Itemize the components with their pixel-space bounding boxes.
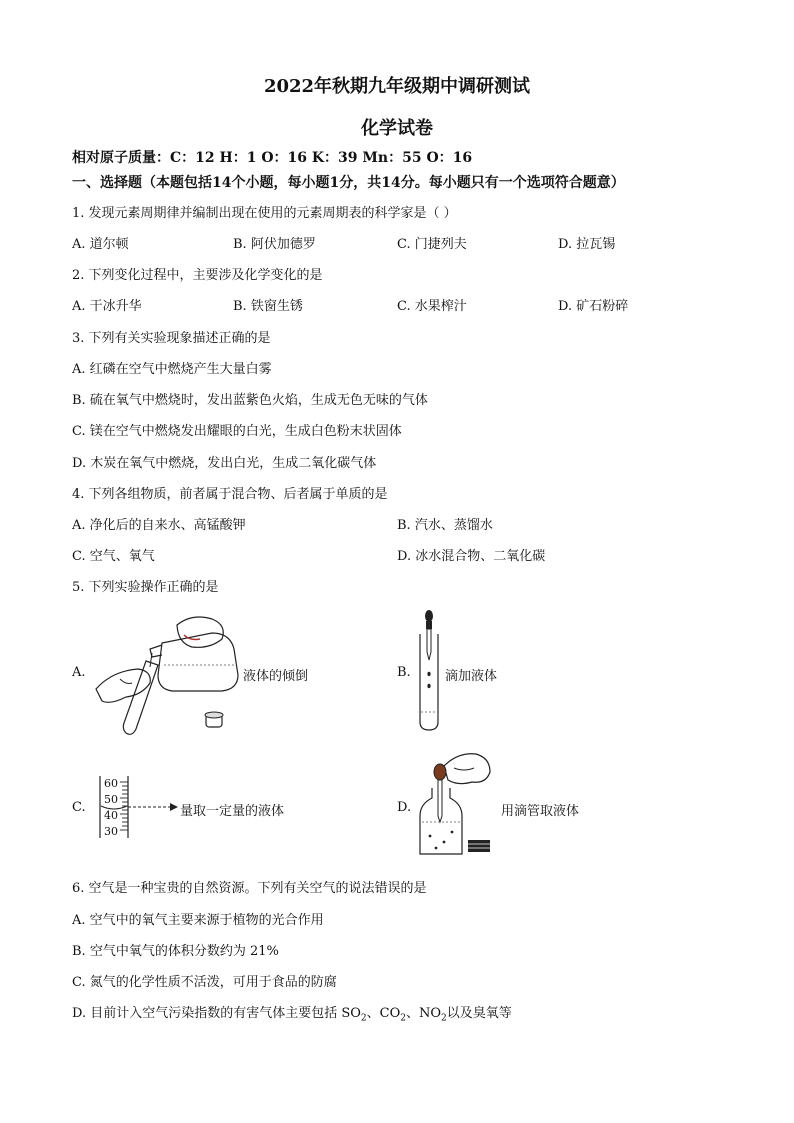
q4-option-b: B. 汽水、蒸馏水 xyxy=(397,518,493,533)
q3-option-d: D. 木炭在氧气中燃烧，发出白光，生成二氧化碳气体 xyxy=(72,456,377,471)
q1-option-c: C. 门捷列夫 xyxy=(397,237,467,252)
q3-option-a: A. 红磷在空气中燃烧产生大量白雾 xyxy=(72,362,272,377)
q6-d-prefix: D. 目前计入空气污染指数的有害气体主要包括 SO xyxy=(72,1006,361,1021)
dropper-bottle-figure xyxy=(414,750,494,860)
q5-option-a-label: 液体的倾倒 xyxy=(243,669,309,684)
q3-option-c: C. 镁在空气中燃烧发出耀眼的白光，生成白色粉末状固体 xyxy=(72,424,402,439)
q6-d-sub3: 2 xyxy=(441,1013,447,1024)
q4-option-c: C. 空气、氧气 xyxy=(72,549,155,564)
q1-stem: 1. 发现元素周期律并编制出现在使用的元素周期表的科学家是（ ） xyxy=(72,206,457,221)
q3-stem: 3. 下列有关实验现象描述正确的是 xyxy=(72,331,271,346)
cylinder-tick-50: 50 xyxy=(104,793,118,806)
q5-option-b-letter: B. xyxy=(397,665,411,680)
q4-stem: 4. 下列各组物质，前者属于混合物、后者属于单质的是 xyxy=(72,487,388,502)
q5-option-b-label: 滴加液体 xyxy=(445,669,498,684)
q5-option-c-letter: C. xyxy=(72,800,86,815)
exam-title: 2022年秋期九年级期中调研测试 xyxy=(263,76,531,97)
q1-option-d: D. 拉瓦锡 xyxy=(558,237,616,252)
exam-subtitle: 化学试卷 xyxy=(361,118,433,139)
q6-d-sub2: 2 xyxy=(400,1013,406,1024)
q2-option-d: D. 矿石粉碎 xyxy=(558,299,629,314)
q1-option-a: A. 道尔顿 xyxy=(72,237,129,252)
q2-option-c: C. 水果榨汁 xyxy=(397,299,467,314)
cylinder-tick-40: 40 xyxy=(104,809,118,822)
q5-option-d-label: 用滴管取液体 xyxy=(501,804,580,819)
q6-d-mid2: 、NO xyxy=(406,1006,442,1021)
q4-option-a: A. 净化后的自来水、高锰酸钾 xyxy=(72,518,246,533)
q5-option-c-label: 量取一定量的液体 xyxy=(180,804,285,819)
pouring-liquid-figure xyxy=(92,605,242,740)
q6-option-d xyxy=(72,1002,512,1024)
q6-stem: 6. 空气是一种宝贵的自然资源。下列有关空气的说法错误的是 xyxy=(72,881,427,896)
q5-stem: 5. 下列实验操作正确的是 xyxy=(72,580,219,595)
q6-d-mid1: 、CO xyxy=(366,1006,401,1021)
cylinder-tick-30: 30 xyxy=(104,825,118,838)
q5-option-a-letter: A. xyxy=(72,665,86,680)
q2-stem: 2. 下列变化过程中，主要涉及化学变化的是 xyxy=(72,268,323,283)
q6-option-b: B. 空气中氧气的体积分数约为 21% xyxy=(72,944,279,959)
q6-option-c: C. 氮气的化学性质不活泼，可用于食品的防腐 xyxy=(72,975,337,990)
q6-option-a: A. 空气中的氧气主要来源于植物的光合作用 xyxy=(72,913,324,928)
cylinder-tick-60: 60 xyxy=(104,777,118,790)
q4-option-d: D. 冰水混合物、二氧化碳 xyxy=(397,549,546,564)
q2-option-a: A. 干冰升华 xyxy=(72,299,142,314)
q1-option-b: B. 阿伏加德罗 xyxy=(233,237,316,252)
section-heading: 一、选择题（本题包括14个小题，每小题1分，共14分。每小题只有一个选项符合题意） xyxy=(72,175,625,191)
q5-option-d-letter: D. xyxy=(397,800,412,815)
atomic-masses: 相对原子质量：C：12 H：1 O：16 K：39 Mn：55 O：16 xyxy=(72,150,473,166)
dropper-figure xyxy=(410,608,450,734)
q6-d-suffix: 以及臭氧等 xyxy=(446,1006,512,1021)
q6-d-sub1: 2 xyxy=(360,1013,367,1024)
q2-option-b: B. 铁窗生锈 xyxy=(233,299,303,314)
q3-option-b: B. 硫在氧气中燃烧时，发出蓝紫色火焰，生成无色无味的气体 xyxy=(72,393,428,408)
